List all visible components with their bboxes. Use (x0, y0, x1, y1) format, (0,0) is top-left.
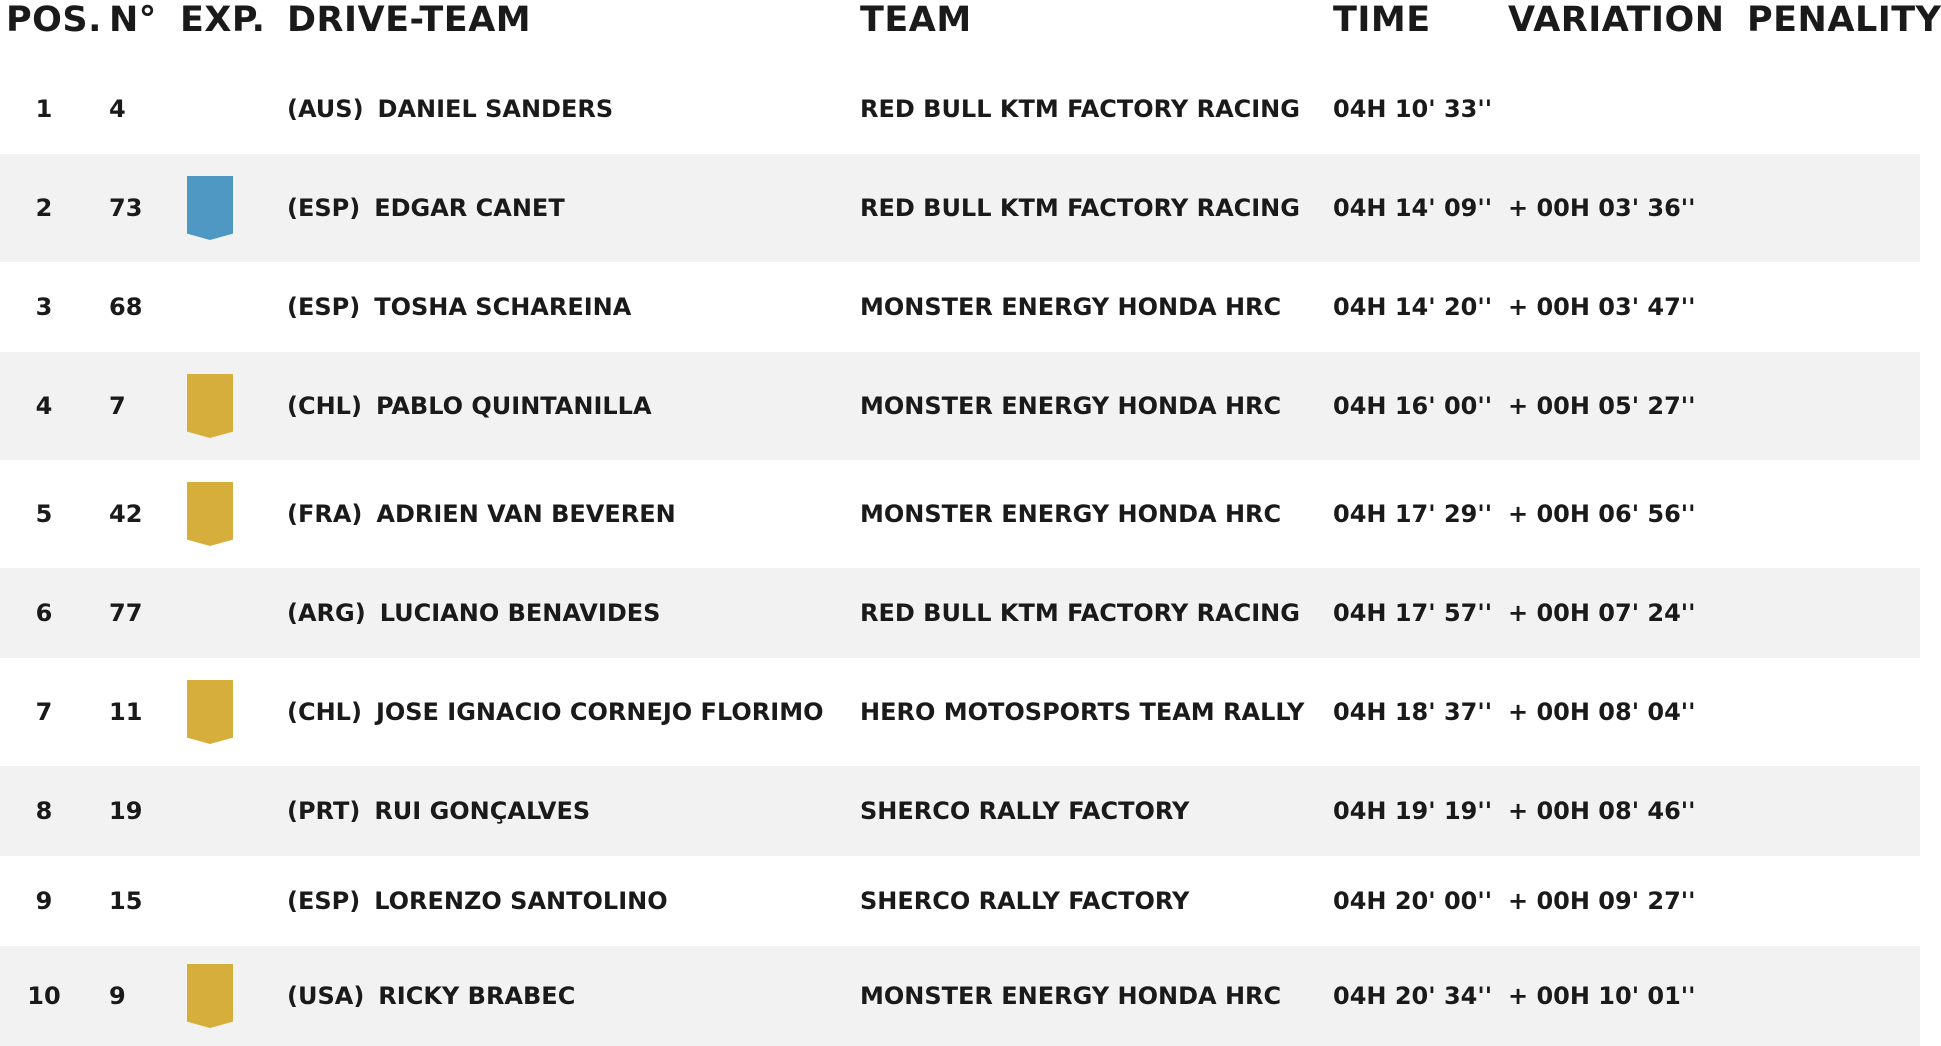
position: 6 (35, 599, 53, 627)
time-variation: + 00H 08' 04'' (1508, 698, 1696, 726)
position: 10 (27, 982, 61, 1010)
table-row[interactable] (0, 946, 1920, 1046)
driver-name: LUCIANO BENAVIDES (379, 599, 661, 627)
bib-number: 15 (109, 887, 143, 915)
bib-number: 7 (109, 392, 126, 420)
experience-badge-gold-icon (187, 482, 233, 546)
time-variation: + 00H 08' 46'' (1508, 797, 1696, 825)
header-penalty[interactable]: PENALITY (1747, 0, 1941, 40)
stage-time: 04H 16' 00'' (1333, 392, 1493, 420)
stage-time: 04H 17' 29'' (1333, 500, 1493, 528)
driver-cell[interactable] (287, 599, 660, 627)
position: 1 (35, 95, 53, 123)
header-team[interactable]: TEAM (860, 0, 972, 40)
bib-number: 42 (109, 500, 143, 528)
driver-name: DANIEL SANDERS (377, 95, 614, 123)
driver-name: JOSE IGNACIO CORNEJO FLORIMO (375, 698, 824, 726)
experience-badge-gold-icon (187, 964, 233, 1028)
team-name: RED BULL KTM FACTORY RACING (860, 95, 1300, 123)
time-variation: + 00H 09' 27'' (1508, 887, 1696, 915)
stage-time: 04H 14' 09'' (1333, 194, 1493, 222)
position: 3 (35, 293, 53, 321)
country-code: (ARG) (287, 599, 366, 627)
team-name: MONSTER ENERGY HONDA HRC (860, 982, 1282, 1010)
driver-name: PABLO QUINTANILLA (375, 392, 652, 420)
country-code: (ESP) (287, 194, 361, 222)
time-variation: + 00H 05' 27'' (1508, 392, 1696, 420)
time-variation: + 00H 07' 24'' (1508, 599, 1696, 627)
stage-time: 04H 20' 34'' (1333, 982, 1493, 1010)
bib-number: 19 (109, 797, 143, 825)
experience-badge (187, 964, 233, 1028)
bib-number: 68 (109, 293, 143, 321)
table-row[interactable] (0, 352, 1920, 460)
country-code: (CHL) (287, 698, 362, 726)
team-name: RED BULL KTM FACTORY RACING (860, 599, 1300, 627)
team-name: MONSTER ENERGY HONDA HRC (860, 293, 1282, 321)
position: 9 (35, 887, 53, 915)
table-row[interactable] (0, 154, 1920, 262)
bib-number: 73 (109, 194, 143, 222)
driver-cell[interactable] (287, 392, 652, 420)
experience-badge-gold-icon (187, 374, 233, 438)
table-row[interactable] (0, 658, 1920, 766)
country-code: (USA) (287, 982, 365, 1010)
driver-cell[interactable] (287, 194, 565, 222)
table-row[interactable] (0, 262, 1920, 352)
team-name: HERO MOTOSPORTS TEAM RALLY (860, 698, 1305, 726)
table-row[interactable] (0, 856, 1920, 946)
position: 5 (35, 500, 53, 528)
stage-time: 04H 17' 57'' (1333, 599, 1493, 627)
bib-number: 4 (109, 95, 126, 123)
stage-time: 04H 14' 20'' (1333, 293, 1493, 321)
country-code: (CHL) (287, 392, 362, 420)
experience-badge (187, 482, 233, 546)
bib-number: 77 (109, 599, 143, 627)
header-variation[interactable]: VARIATION (1508, 0, 1725, 40)
header-num[interactable]: N° (109, 0, 157, 40)
experience-badge-gold-icon (187, 680, 233, 744)
team-name: SHERCO RALLY FACTORY (860, 797, 1190, 825)
stage-time: 04H 20' 00'' (1333, 887, 1493, 915)
position: 8 (35, 797, 53, 825)
country-code: (ESP) (287, 887, 361, 915)
driver-name: RICKY BRABEC (378, 982, 576, 1010)
table-row[interactable] (0, 568, 1920, 658)
experience-badge (187, 680, 233, 744)
position: 7 (35, 698, 53, 726)
country-code: (ESP) (287, 293, 361, 321)
team-name: MONSTER ENERGY HONDA HRC (860, 392, 1282, 420)
time-variation: + 00H 06' 56'' (1508, 500, 1696, 528)
driver-cell[interactable] (287, 797, 590, 825)
team-name: RED BULL KTM FACTORY RACING (860, 194, 1300, 222)
table-row[interactable] (0, 766, 1920, 856)
driver-name: ADRIEN VAN BEVEREN (376, 500, 676, 528)
position: 4 (35, 392, 53, 420)
table-row[interactable] (0, 460, 1920, 568)
bib-number: 11 (109, 698, 143, 726)
header-driver[interactable]: DRIVE-TEAM (287, 0, 532, 40)
driver-name: RUI GONÇALVES (374, 797, 591, 825)
driver-cell[interactable] (287, 698, 824, 726)
stage-time: 04H 19' 19'' (1333, 797, 1493, 825)
team-name: MONSTER ENERGY HONDA HRC (860, 500, 1282, 528)
table-row[interactable] (0, 64, 1920, 154)
country-code: (PRT) (287, 797, 361, 825)
position: 2 (35, 194, 53, 222)
header-pos[interactable]: POS. (6, 0, 102, 40)
stage-time: 04H 10' 33'' (1333, 95, 1493, 123)
driver-cell[interactable] (287, 95, 613, 123)
header-time[interactable]: TIME (1333, 0, 1431, 40)
country-code: (AUS) (287, 95, 364, 123)
experience-badge (187, 374, 233, 438)
driver-cell[interactable] (287, 500, 676, 528)
time-variation: + 00H 03' 36'' (1508, 194, 1696, 222)
time-variation: + 00H 03' 47'' (1508, 293, 1696, 321)
driver-cell[interactable] (287, 293, 631, 321)
experience-badge (187, 176, 233, 240)
header-exp[interactable]: EXP. (180, 0, 266, 40)
stage-time: 04H 18' 37'' (1333, 698, 1493, 726)
driver-name: TOSHA SCHAREINA (374, 293, 632, 321)
time-variation: + 00H 10' 01'' (1508, 982, 1696, 1010)
team-name: SHERCO RALLY FACTORY (860, 887, 1190, 915)
driver-name: EDGAR CANET (374, 194, 565, 222)
country-code: (FRA) (287, 500, 363, 528)
driver-cell[interactable] (287, 887, 668, 915)
driver-name: LORENZO SANTOLINO (374, 887, 668, 915)
experience-badge-blue-icon (187, 176, 233, 240)
driver-cell[interactable] (287, 982, 575, 1010)
bib-number: 9 (109, 982, 126, 1010)
table-header (0, 0, 1941, 42)
